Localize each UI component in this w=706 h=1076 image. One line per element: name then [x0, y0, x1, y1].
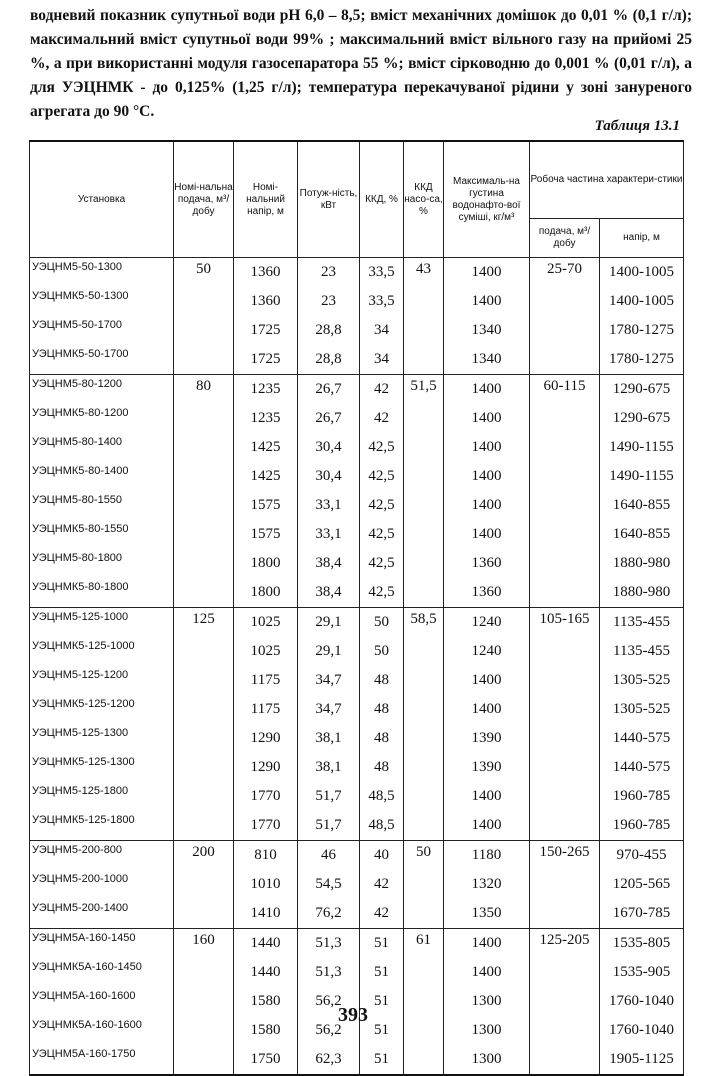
- cell-efficiency: 42,5: [360, 462, 404, 491]
- header-installation: Установка: [30, 141, 174, 258]
- cell-nominal-head: 1425: [234, 462, 298, 491]
- cell-range-head: 1205-565: [600, 870, 684, 899]
- cell-nominal-head: 810: [234, 841, 298, 871]
- cell-model: УЭЦНМК5А-160-1600: [30, 1016, 174, 1045]
- cell-efficiency: 48: [360, 753, 404, 782]
- cell-model: УЭЦНМК5-125-1000: [30, 637, 174, 666]
- cell-efficiency: 51: [360, 929, 404, 959]
- cell-efficiency: 42: [360, 899, 404, 929]
- cell-nominal-head: 1750: [234, 1045, 298, 1075]
- cell-power: 29,1: [298, 608, 360, 638]
- cell-nominal-head: 1025: [234, 637, 298, 666]
- cell-range-head: 1880-980: [600, 578, 684, 608]
- cell-max-density: 1400: [444, 782, 530, 811]
- cell-range-head: 1960-785: [600, 811, 684, 841]
- cell-nominal-flow: 125: [174, 608, 234, 841]
- cell-power: 54,5: [298, 870, 360, 899]
- cell-efficiency: 42,5: [360, 578, 404, 608]
- cell-max-density: 1390: [444, 724, 530, 753]
- header-efficiency: ККД, %: [360, 141, 404, 258]
- cell-range-head: 1535-805: [600, 929, 684, 959]
- cell-efficiency: 42,5: [360, 491, 404, 520]
- table-row: [30, 608, 684, 638]
- header-max-density: Максималь-на густина водонафто-вої суміші, кг/м³: [444, 141, 530, 258]
- cell-range-head: 1135-455: [600, 637, 684, 666]
- cell-power: 34,7: [298, 695, 360, 724]
- cell-model: УЭЦНМ5-125-1200: [30, 666, 174, 695]
- cell-model: УЭЦНМК5-125-1300: [30, 753, 174, 782]
- cell-model: УЭЦНМ5-80-1550: [30, 491, 174, 520]
- cell-nominal-head: 1175: [234, 695, 298, 724]
- cell-nominal-head: 1425: [234, 433, 298, 462]
- cell-range-flow: 150-265: [530, 841, 600, 929]
- cell-power: 33,1: [298, 520, 360, 549]
- cell-range-head: 1400-1005: [600, 287, 684, 316]
- cell-range-head: 1440-575: [600, 753, 684, 782]
- cell-range-head: 1535-905: [600, 958, 684, 987]
- cell-efficiency: 51: [360, 1016, 404, 1045]
- cell-efficiency: 42: [360, 870, 404, 899]
- cell-power: 56,2: [298, 987, 360, 1016]
- cell-max-density: 1400: [444, 695, 530, 724]
- table-row: [30, 929, 684, 959]
- header-pump-efficiency: ККД насо-са, %: [404, 141, 444, 258]
- cell-model: УЭЦНМ5-200-800: [30, 841, 174, 871]
- cell-model: УЭЦНМК5-50-1300: [30, 287, 174, 316]
- cell-efficiency: 51: [360, 1045, 404, 1075]
- cell-efficiency: 48,5: [360, 782, 404, 811]
- cell-pump-efficiency: 50: [404, 841, 444, 929]
- cell-model: УЭЦНМ5-50-1300: [30, 258, 174, 288]
- cell-nominal-head: 1770: [234, 782, 298, 811]
- cell-nominal-head: 1175: [234, 666, 298, 695]
- cell-efficiency: 42,5: [360, 549, 404, 578]
- cell-power: 30,4: [298, 462, 360, 491]
- cell-max-density: 1400: [444, 375, 530, 405]
- cell-model: УЭЦНМ5-80-1400: [30, 433, 174, 462]
- table-caption: Таблиця 13.1: [594, 118, 680, 134]
- cell-nominal-head: 1360: [234, 287, 298, 316]
- cell-range-head: 1305-525: [600, 695, 684, 724]
- cell-nominal-head: 1025: [234, 608, 298, 638]
- cell-range-head: 1760-1040: [600, 1016, 684, 1045]
- intro-paragraph: [30, 4, 692, 124]
- cell-efficiency: 33,5: [360, 258, 404, 288]
- cell-range-head: 1960-785: [600, 782, 684, 811]
- cell-range-head: 1780-1275: [600, 316, 684, 345]
- cell-power: 51,3: [298, 929, 360, 959]
- cell-nominal-head: 1800: [234, 549, 298, 578]
- cell-nominal-head: 1235: [234, 404, 298, 433]
- cell-nominal-head: 1290: [234, 724, 298, 753]
- cell-max-density: 1360: [444, 549, 530, 578]
- cell-range-head: 1305-525: [600, 666, 684, 695]
- cell-power: 38,1: [298, 724, 360, 753]
- cell-range-head: 1490-1155: [600, 462, 684, 491]
- cell-model: УЭЦНМ5-80-1200: [30, 375, 174, 405]
- table-row: [30, 375, 684, 405]
- cell-power: 26,7: [298, 375, 360, 405]
- cell-nominal-flow: 200: [174, 841, 234, 929]
- cell-model: УЭЦНМК5А-160-1450: [30, 958, 174, 987]
- cell-power: 30,4: [298, 433, 360, 462]
- cell-max-density: 1340: [444, 345, 530, 375]
- cell-max-density: 1400: [444, 404, 530, 433]
- table-body: [30, 258, 684, 1076]
- cell-model: УЭЦНМК5-80-1200: [30, 404, 174, 433]
- cell-range-head: 1290-675: [600, 375, 684, 405]
- cell-model: УЭЦНМ5-125-1800: [30, 782, 174, 811]
- cell-efficiency: 42,5: [360, 520, 404, 549]
- cell-efficiency: 51: [360, 958, 404, 987]
- cell-nominal-head: 1580: [234, 1016, 298, 1045]
- cell-power: 33,1: [298, 491, 360, 520]
- cell-nominal-head: 1440: [234, 929, 298, 959]
- intro-text: водневий показник супутньої води pH 6,0 – 8,5; вміст механічних домішок до 0,01 % (0,1 г/л); максимальний вміст супутньої води 99% ; максимальний вміст вільного газу на прийомі 25 %, а при використанні модуля газосепаратора 55 %; вміст сірководню до 0,001 % (0,01 г/л), а для УЭЦНМК - до 0,125% (1,25 г/л); температура перекачуваної рідини у зоні зануреного агрегата до 90 °С.: [30, 7, 692, 120]
- cell-nominal-head: 1290: [234, 753, 298, 782]
- cell-range-head: 1670-785: [600, 899, 684, 929]
- cell-power: 76,2: [298, 899, 360, 929]
- cell-nominal-head: 1235: [234, 375, 298, 405]
- cell-efficiency: 48,5: [360, 811, 404, 841]
- cell-max-density: 1400: [444, 929, 530, 959]
- cell-nominal-head: 1725: [234, 345, 298, 375]
- cell-pump-efficiency: 58,5: [404, 608, 444, 841]
- cell-efficiency: 34: [360, 345, 404, 375]
- cell-model: УЭЦНМК5-80-1800: [30, 578, 174, 608]
- cell-power: 23: [298, 258, 360, 288]
- header-nominal-head: Номі-нальний напір, м: [234, 141, 298, 258]
- cell-range-head: 1780-1275: [600, 345, 684, 375]
- cell-model: УЭЦНМ5-80-1800: [30, 549, 174, 578]
- cell-efficiency: 50: [360, 608, 404, 638]
- page-number: 393: [338, 1004, 368, 1026]
- cell-model: УЭЦНМ5-125-1000: [30, 608, 174, 638]
- cell-model: УЭЦНМК5-125-1800: [30, 811, 174, 841]
- cell-max-density: 1390: [444, 753, 530, 782]
- cell-power: 56,2: [298, 1016, 360, 1045]
- cell-power: 34,7: [298, 666, 360, 695]
- cell-model: УЭЦНМ5-200-1000: [30, 870, 174, 899]
- cell-max-density: 1180: [444, 841, 530, 871]
- cell-model: УЭЦНМ5А-160-1600: [30, 987, 174, 1016]
- cell-model: УЭЦНМ5-125-1300: [30, 724, 174, 753]
- cell-efficiency: 42: [360, 375, 404, 405]
- cell-power: 28,8: [298, 345, 360, 375]
- cell-range-head: 1490-1155: [600, 433, 684, 462]
- cell-range-head: 1290-675: [600, 404, 684, 433]
- cell-max-density: 1400: [444, 462, 530, 491]
- cell-pump-efficiency: 51,5: [404, 375, 444, 608]
- cell-efficiency: 51: [360, 987, 404, 1016]
- cell-efficiency: 42: [360, 404, 404, 433]
- cell-efficiency: 48: [360, 695, 404, 724]
- cell-nominal-head: 1575: [234, 520, 298, 549]
- cell-power: 46: [298, 841, 360, 871]
- cell-max-density: 1240: [444, 608, 530, 638]
- cell-range-head: 1400-1005: [600, 258, 684, 288]
- cell-efficiency: 33,5: [360, 287, 404, 316]
- cell-nominal-flow: 50: [174, 258, 234, 375]
- cell-power: 38,4: [298, 549, 360, 578]
- cell-max-density: 1400: [444, 666, 530, 695]
- cell-efficiency: 40: [360, 841, 404, 871]
- cell-nominal-flow: 80: [174, 375, 234, 608]
- cell-max-density: 1400: [444, 958, 530, 987]
- cell-max-density: 1400: [444, 433, 530, 462]
- cell-power: 51,7: [298, 811, 360, 841]
- cell-model: УЭЦНМ5А-160-1750: [30, 1045, 174, 1075]
- cell-power: 51,3: [298, 958, 360, 987]
- cell-nominal-head: 1770: [234, 811, 298, 841]
- cell-max-density: 1300: [444, 987, 530, 1016]
- header-range-flow: подача, м³/добу: [530, 219, 600, 258]
- cell-efficiency: 42,5: [360, 433, 404, 462]
- cell-power: 62,3: [298, 1045, 360, 1075]
- cell-model: УЭЦНМК5-50-1700: [30, 345, 174, 375]
- header-nominal-flow: Номі-нальна подача, м³/добу: [174, 141, 234, 258]
- cell-nominal-head: 1725: [234, 316, 298, 345]
- cell-range-flow: 125-205: [530, 929, 600, 1076]
- cell-nominal-head: 1010: [234, 870, 298, 899]
- cell-max-density: 1300: [444, 1016, 530, 1045]
- cell-model: УЭЦНМК5-80-1400: [30, 462, 174, 491]
- cell-efficiency: 48: [360, 724, 404, 753]
- cell-efficiency: 48: [360, 666, 404, 695]
- cell-range-head: 1640-855: [600, 520, 684, 549]
- cell-max-density: 1400: [444, 287, 530, 316]
- cell-range-flow: 105-165: [530, 608, 600, 841]
- cell-range-head: 1760-1040: [600, 987, 684, 1016]
- cell-nominal-flow: 160: [174, 929, 234, 1076]
- cell-max-density: 1350: [444, 899, 530, 929]
- cell-range-head: 1905-1125: [600, 1045, 684, 1075]
- cell-power: 38,1: [298, 753, 360, 782]
- cell-max-density: 1240: [444, 637, 530, 666]
- cell-model: УЭЦНМ5А-160-1450: [30, 929, 174, 959]
- cell-nominal-head: 1410: [234, 899, 298, 929]
- cell-max-density: 1300: [444, 1045, 530, 1075]
- cell-model: УЭЦНМ5-200-1400: [30, 899, 174, 929]
- cell-range-flow: 60-115: [530, 375, 600, 608]
- cell-range-head: 1440-575: [600, 724, 684, 753]
- cell-pump-efficiency: 43: [404, 258, 444, 375]
- cell-model: УЭЦНМК5-80-1550: [30, 520, 174, 549]
- header-working-range: Робоча частина характери-стики: [530, 141, 684, 219]
- cell-efficiency: 34: [360, 316, 404, 345]
- cell-power: 23: [298, 287, 360, 316]
- cell-nominal-head: 1360: [234, 258, 298, 288]
- cell-efficiency: 50: [360, 637, 404, 666]
- cell-max-density: 1360: [444, 578, 530, 608]
- cell-max-density: 1400: [444, 491, 530, 520]
- cell-power: 26,7: [298, 404, 360, 433]
- cell-power: 29,1: [298, 637, 360, 666]
- cell-power: 51,7: [298, 782, 360, 811]
- cell-power: 38,4: [298, 578, 360, 608]
- cell-nominal-head: 1800: [234, 578, 298, 608]
- cell-max-density: 1320: [444, 870, 530, 899]
- cell-range-head: 1880-980: [600, 549, 684, 578]
- header-power: Потуж-ність, кВт: [298, 141, 360, 258]
- header-range-head: напір, м: [600, 219, 684, 258]
- cell-max-density: 1400: [444, 258, 530, 288]
- cell-model: УЭЦНМК5-125-1200: [30, 695, 174, 724]
- cell-nominal-head: 1440: [234, 958, 298, 987]
- cell-range-head: 1135-455: [600, 608, 684, 638]
- cell-nominal-head: 1575: [234, 491, 298, 520]
- cell-power: 28,8: [298, 316, 360, 345]
- cell-range-head: 970-455: [600, 841, 684, 871]
- cell-range-head: 1640-855: [600, 491, 684, 520]
- table-row: [30, 258, 684, 288]
- cell-max-density: 1400: [444, 520, 530, 549]
- cell-nominal-head: 1580: [234, 987, 298, 1016]
- cell-model: УЭЦНМ5-50-1700: [30, 316, 174, 345]
- cell-pump-efficiency: 61: [404, 929, 444, 1076]
- cell-range-flow: 25-70: [530, 258, 600, 375]
- table-row: [30, 841, 684, 871]
- pump-specs-table: [29, 140, 684, 1076]
- cell-max-density: 1400: [444, 811, 530, 841]
- cell-max-density: 1340: [444, 316, 530, 345]
